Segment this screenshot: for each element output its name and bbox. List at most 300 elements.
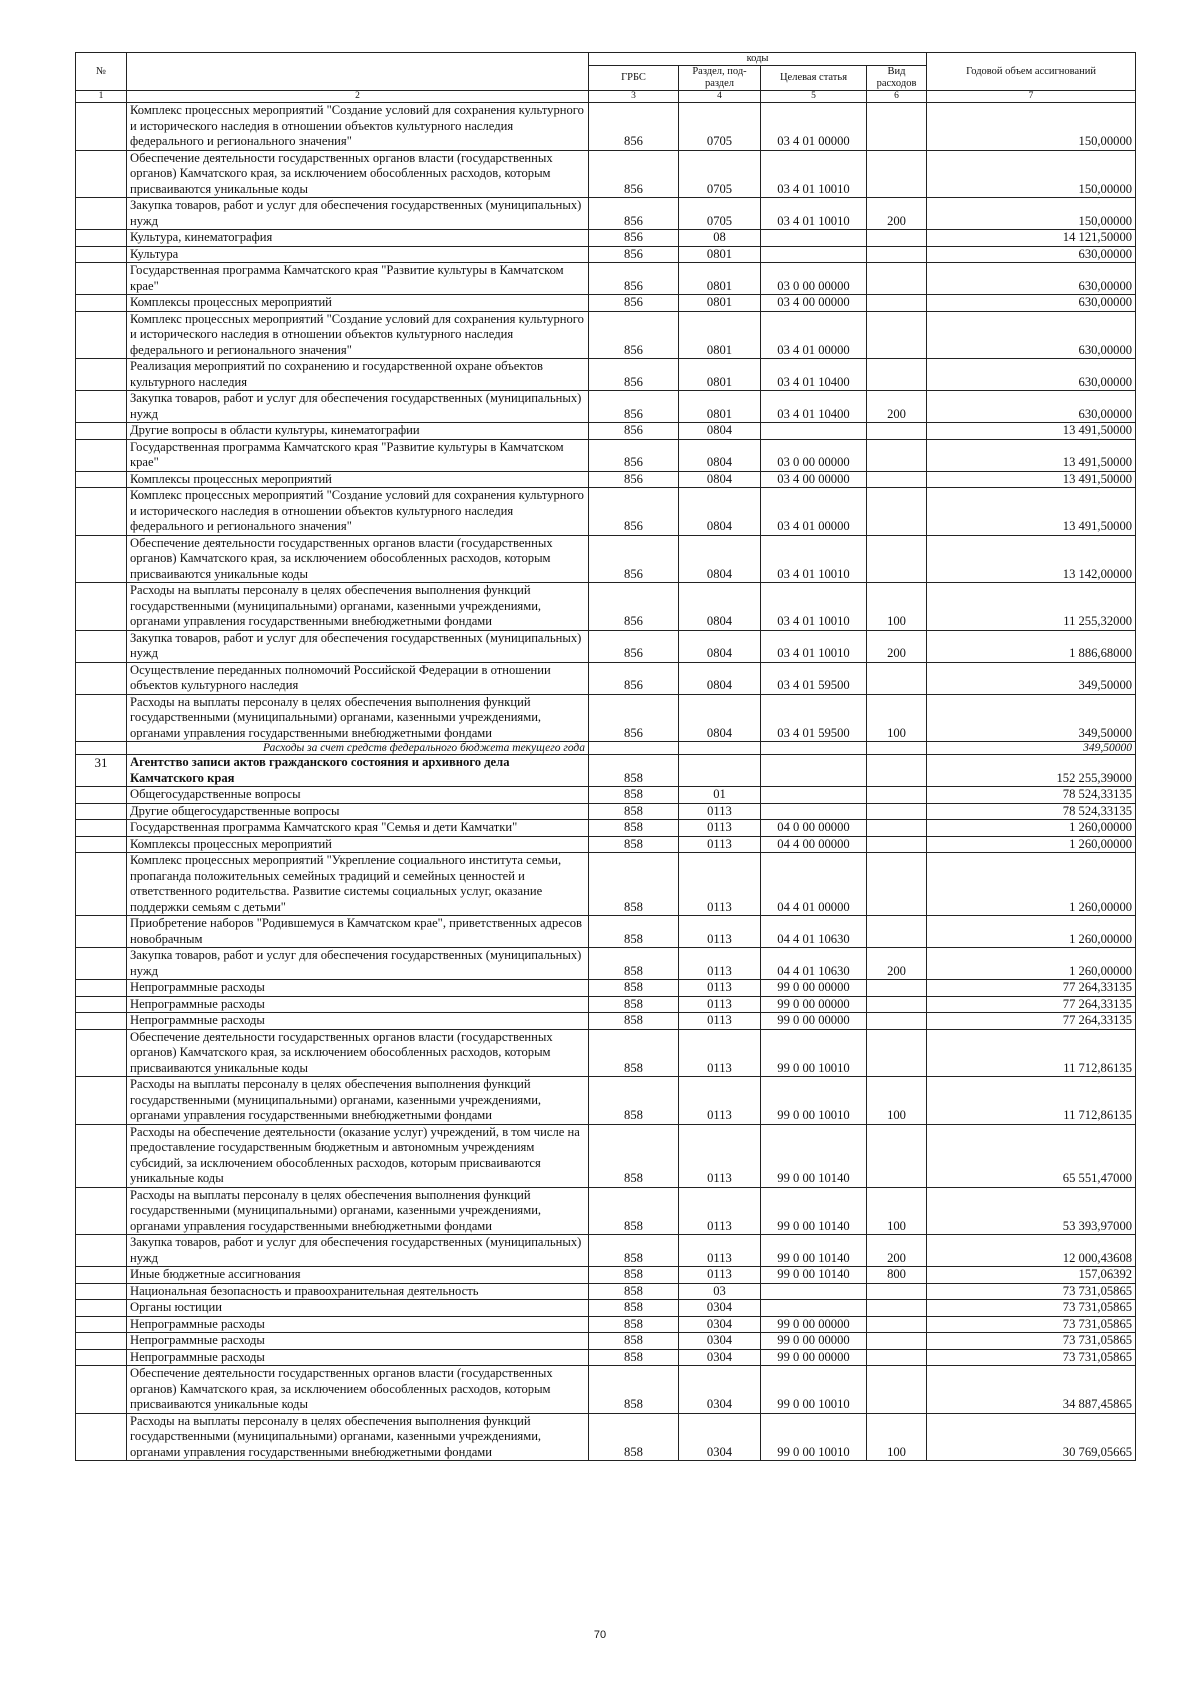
annual-amount: 1 886,68000	[927, 630, 1136, 662]
section-code	[679, 742, 761, 755]
expense-kind-code	[867, 1300, 927, 1317]
section-code: 0304	[679, 1333, 761, 1350]
annual-amount: 14 121,50000	[927, 230, 1136, 247]
column-number: 2	[127, 91, 589, 103]
row-number	[76, 150, 127, 198]
budget-item-name: Комплекс процессных мероприятий "Укрепление социального института семьи, пропаганда положительных семейных традиций и семейных ценностей и ответственного родительства. Развитие системы социальных услуг, оказание поддержки семьям с детьми"	[127, 853, 589, 916]
budget-item-name: Комплексы процессных мероприятий	[127, 471, 589, 488]
grbs-code: 856	[589, 391, 679, 423]
grbs-code: 856	[589, 359, 679, 391]
section-code: 0304	[679, 1300, 761, 1317]
grbs-code: 856	[589, 488, 679, 536]
grbs-code: 858	[589, 1300, 679, 1317]
section-code: 0801	[679, 263, 761, 295]
expense-kind-code	[867, 916, 927, 948]
expense-kind-code	[867, 295, 927, 312]
grbs-code: 856	[589, 295, 679, 312]
table-row	[76, 980, 1136, 997]
budget-item-name: Комплекс процессных мероприятий "Создание условий для сохранения культурного и исторического наследия в отношении объектов культурного наследия федерального и регионального значения"	[127, 103, 589, 151]
column-number: 5	[761, 91, 867, 103]
section-code: 03	[679, 1283, 761, 1300]
annual-amount: 1 260,00000	[927, 836, 1136, 853]
table-row	[76, 103, 1136, 151]
section-code: 0705	[679, 198, 761, 230]
table-row	[76, 1300, 1136, 1317]
expense-kind-code	[867, 471, 927, 488]
budget-item-name: Непрограммные расходы	[127, 1349, 589, 1366]
target-article-code: 04 4 01 10630	[761, 916, 867, 948]
section-code: 0113	[679, 980, 761, 997]
target-article-code: 99 0 00 00000	[761, 980, 867, 997]
row-number	[76, 246, 127, 263]
budget-item-name: Закупка товаров, работ и услуг для обеспечения государственных (муниципальных) нужд	[127, 391, 589, 423]
budget-item-name: Иные бюджетные ассигнования	[127, 1267, 589, 1284]
row-number	[76, 471, 127, 488]
section-code: 0113	[679, 948, 761, 980]
annual-amount: 150,00000	[927, 103, 1136, 151]
annual-amount: 53 393,97000	[927, 1187, 1136, 1235]
budget-item-name: Обеспечение деятельности государственных органов власти (государственных органов) Камчатского края, за исключением обособленных расходов, которым присваиваются уникальные коды	[127, 1366, 589, 1414]
grbs-code: 858	[589, 803, 679, 820]
annual-amount: 630,00000	[927, 359, 1136, 391]
annual-amount: 73 731,05865	[927, 1300, 1136, 1317]
grbs-code: 858	[589, 836, 679, 853]
section-code: 0801	[679, 246, 761, 263]
target-article-code: 04 4 01 10630	[761, 948, 867, 980]
target-article-code	[761, 755, 867, 787]
grbs-code: 858	[589, 1124, 679, 1187]
row-number	[76, 980, 127, 997]
row-number	[76, 916, 127, 948]
header-grbs: ГРБС	[589, 66, 679, 91]
annual-amount: 630,00000	[927, 391, 1136, 423]
table-row	[76, 1366, 1136, 1414]
target-article-code: 99 0 00 10140	[761, 1124, 867, 1187]
budget-item-name: Комплексы процессных мероприятий	[127, 295, 589, 312]
target-article-code: 99 0 00 10140	[761, 1235, 867, 1267]
expense-kind-code	[867, 246, 927, 263]
budget-item-name: Расходы на выплаты персоналу в целях обеспечения выполнения функций государственными (муниципальными) органами, казенными учреждениями, органами управления государственными внебюджетными фондами	[127, 1077, 589, 1125]
annual-amount: 150,00000	[927, 198, 1136, 230]
annual-amount: 157,06392	[927, 1267, 1136, 1284]
section-code: 0801	[679, 359, 761, 391]
annual-amount: 30 769,05665	[927, 1413, 1136, 1461]
table-row	[76, 948, 1136, 980]
table-row	[76, 694, 1136, 742]
table-row	[76, 787, 1136, 804]
table-row	[76, 853, 1136, 916]
expense-kind-code	[867, 1316, 927, 1333]
section-code: 0113	[679, 996, 761, 1013]
expense-kind-code	[867, 263, 927, 295]
expense-kind-code	[867, 230, 927, 247]
target-article-code: 99 0 00 00000	[761, 1333, 867, 1350]
budget-item-name: Обеспечение деятельности государственных органов власти (государственных органов) Камчатского края, за исключением обособленных расходов, которым присваиваются уникальные коды	[127, 535, 589, 583]
grbs-code: 856	[589, 535, 679, 583]
table-row	[76, 755, 1136, 787]
expense-kind-code	[867, 1013, 927, 1030]
grbs-code: 858	[589, 1349, 679, 1366]
target-article-code	[761, 1300, 867, 1317]
table-row	[76, 150, 1136, 198]
section-code: 0113	[679, 820, 761, 837]
table-row	[76, 359, 1136, 391]
budget-item-name: Расходы на выплаты персоналу в целях обеспечения выполнения функций государственными (муниципальными) органами, казенными учреждениями, органами управления государственными внебюджетными фондами	[127, 1413, 589, 1461]
expense-kind-code	[867, 311, 927, 359]
target-article-code: 03 4 01 10010	[761, 583, 867, 631]
annual-amount: 77 264,33135	[927, 980, 1136, 997]
grbs-code: 858	[589, 1029, 679, 1077]
grbs-code: 856	[589, 263, 679, 295]
column-number: 6	[867, 91, 927, 103]
grbs-code: 858	[589, 996, 679, 1013]
expense-kind-code	[867, 1124, 927, 1187]
budget-item-name: Непрограммные расходы	[127, 980, 589, 997]
grbs-code: 858	[589, 1187, 679, 1235]
budget-item-name: Закупка товаров, работ и услуг для обеспечения государственных (муниципальных) нужд	[127, 948, 589, 980]
annual-amount: 630,00000	[927, 263, 1136, 295]
expense-kind-code	[867, 1366, 927, 1414]
section-code: 0804	[679, 423, 761, 440]
expense-kind-code	[867, 742, 927, 755]
table-row	[76, 803, 1136, 820]
table-row	[76, 1187, 1136, 1235]
section-code: 0804	[679, 583, 761, 631]
grbs-code: 858	[589, 787, 679, 804]
column-number: 7	[927, 91, 1136, 103]
table-row	[76, 916, 1136, 948]
row-number	[76, 1267, 127, 1284]
annual-amount: 65 551,47000	[927, 1124, 1136, 1187]
budget-item-name: Культура	[127, 246, 589, 263]
section-code: 0113	[679, 836, 761, 853]
section-code: 0113	[679, 1124, 761, 1187]
section-code	[679, 755, 761, 787]
column-number-row	[76, 91, 1136, 103]
grbs-code: 858	[589, 948, 679, 980]
target-article-code: 04 4 01 00000	[761, 853, 867, 916]
section-code: 0113	[679, 1029, 761, 1077]
budget-item-name: Обеспечение деятельности государственных органов власти (государственных органов) Камчатского края, за исключением обособленных расходов, которым присваиваются уникальные коды	[127, 1029, 589, 1077]
expense-kind-code	[867, 488, 927, 536]
row-number	[76, 1349, 127, 1366]
table-row	[76, 1283, 1136, 1300]
target-article-code: 03 4 01 00000	[761, 311, 867, 359]
section-code: 0801	[679, 295, 761, 312]
annual-amount: 13 491,50000	[927, 423, 1136, 440]
row-number	[76, 694, 127, 742]
header-target: Целевая статья	[761, 66, 867, 91]
budget-item-name: Непрограммные расходы	[127, 1013, 589, 1030]
target-article-code: 04 0 00 00000	[761, 820, 867, 837]
table-row	[76, 391, 1136, 423]
grbs-code: 856	[589, 471, 679, 488]
budget-item-name: Агентство записи актов гражданского состояния и архивного дела Камчатского края	[127, 755, 589, 787]
budget-item-name: Комплексы процессных мероприятий	[127, 836, 589, 853]
table-row	[76, 1235, 1136, 1267]
target-article-code	[761, 803, 867, 820]
target-article-code: 99 0 00 00000	[761, 1316, 867, 1333]
target-article-code: 99 0 00 00000	[761, 1013, 867, 1030]
table-row	[76, 1013, 1136, 1030]
table-row	[76, 1333, 1136, 1350]
target-article-code	[761, 1283, 867, 1300]
section-code: 01	[679, 787, 761, 804]
table-row	[76, 662, 1136, 694]
budget-item-name: Непрограммные расходы	[127, 1333, 589, 1350]
section-code: 0113	[679, 916, 761, 948]
annual-amount: 73 731,05865	[927, 1316, 1136, 1333]
row-number	[76, 836, 127, 853]
target-article-code: 03 4 00 00000	[761, 295, 867, 312]
row-number	[76, 742, 127, 755]
row-number	[76, 1283, 127, 1300]
annual-amount: 1 260,00000	[927, 820, 1136, 837]
row-number	[76, 996, 127, 1013]
row-number	[76, 311, 127, 359]
expense-kind-code	[867, 1283, 927, 1300]
row-number	[76, 1124, 127, 1187]
expense-kind-code	[867, 980, 927, 997]
row-number	[76, 583, 127, 631]
expense-kind-code: 100	[867, 694, 927, 742]
target-article-code: 03 4 01 10010	[761, 150, 867, 198]
grbs-code: 858	[589, 1333, 679, 1350]
annual-amount: 13 491,50000	[927, 488, 1136, 536]
annual-amount: 630,00000	[927, 295, 1136, 312]
expense-kind-code	[867, 820, 927, 837]
header-num: №	[76, 53, 127, 91]
expense-kind-code	[867, 535, 927, 583]
expense-kind-code: 200	[867, 198, 927, 230]
row-number	[76, 1077, 127, 1125]
target-article-code: 03 4 01 10400	[761, 359, 867, 391]
target-article-code: 04 4 00 00000	[761, 836, 867, 853]
target-article-code	[761, 230, 867, 247]
target-article-code	[761, 423, 867, 440]
grbs-code: 856	[589, 583, 679, 631]
row-number	[76, 1316, 127, 1333]
expense-kind-code: 200	[867, 630, 927, 662]
section-code: 08	[679, 230, 761, 247]
expense-kind-code: 100	[867, 1187, 927, 1235]
row-number	[76, 439, 127, 471]
target-article-code: 03 4 00 00000	[761, 471, 867, 488]
grbs-code: 858	[589, 1267, 679, 1284]
annual-amount: 78 524,33135	[927, 803, 1136, 820]
header-kind: Вид расходов	[867, 66, 927, 91]
table-row	[76, 1413, 1136, 1461]
grbs-code	[589, 742, 679, 755]
expense-kind-code: 100	[867, 1413, 927, 1461]
row-number	[76, 1333, 127, 1350]
expense-kind-code	[867, 423, 927, 440]
section-code: 0113	[679, 1077, 761, 1125]
header-codes: коды	[589, 53, 927, 66]
row-number	[76, 630, 127, 662]
grbs-code: 856	[589, 439, 679, 471]
table-row	[76, 836, 1136, 853]
budget-item-name: Закупка товаров, работ и услуг для обеспечения государственных (муниципальных) нужд	[127, 1235, 589, 1267]
expense-kind-code	[867, 1029, 927, 1077]
target-article-code: 03 4 01 59500	[761, 662, 867, 694]
table-row	[76, 1029, 1136, 1077]
budget-item-name: Непрограммные расходы	[127, 996, 589, 1013]
table-row	[76, 423, 1136, 440]
target-article-code: 99 0 00 00000	[761, 1349, 867, 1366]
expense-kind-code	[867, 103, 927, 151]
grbs-code: 858	[589, 980, 679, 997]
table-row	[76, 263, 1136, 295]
target-article-code: 03 4 01 59500	[761, 694, 867, 742]
grbs-code: 856	[589, 230, 679, 247]
annual-amount: 73 731,05865	[927, 1283, 1136, 1300]
budget-item-name: Закупка товаров, работ и услуг для обеспечения государственных (муниципальных) нужд	[127, 198, 589, 230]
section-code: 0804	[679, 662, 761, 694]
row-number	[76, 820, 127, 837]
annual-amount: 13 142,00000	[927, 535, 1136, 583]
section-code: 0304	[679, 1413, 761, 1461]
expense-kind-code	[867, 996, 927, 1013]
column-number: 1	[76, 91, 127, 103]
expense-kind-code: 200	[867, 391, 927, 423]
annual-amount: 349,50000	[927, 662, 1136, 694]
expense-kind-code: 200	[867, 1235, 927, 1267]
annual-amount: 1 260,00000	[927, 853, 1136, 916]
table-row	[76, 535, 1136, 583]
table-row	[76, 630, 1136, 662]
target-article-code: 99 0 00 10010	[761, 1366, 867, 1414]
section-code: 0801	[679, 311, 761, 359]
budget-item-name: Закупка товаров, работ и услуг для обеспечения государственных (муниципальных) нужд	[127, 630, 589, 662]
grbs-code: 856	[589, 150, 679, 198]
budget-item-name: Непрограммные расходы	[127, 1316, 589, 1333]
annual-amount: 349,50000	[927, 742, 1136, 755]
grbs-code: 856	[589, 246, 679, 263]
budget-item-name: Комплекс процессных мероприятий "Создание условий для сохранения культурного и исторического наследия в отношении объектов культурного наследия федерального и регионального значения"	[127, 488, 589, 536]
section-code: 0304	[679, 1366, 761, 1414]
section-code: 0113	[679, 1267, 761, 1284]
target-article-code: 99 0 00 10010	[761, 1413, 867, 1461]
section-code: 0804	[679, 488, 761, 536]
table-row	[76, 1077, 1136, 1125]
row-number	[76, 295, 127, 312]
annual-amount: 77 264,33135	[927, 1013, 1136, 1030]
expense-kind-code	[867, 1349, 927, 1366]
row-number	[76, 1366, 127, 1414]
annual-amount: 1 260,00000	[927, 916, 1136, 948]
table-row	[76, 488, 1136, 536]
row-number	[76, 662, 127, 694]
table-row	[76, 471, 1136, 488]
budget-item-name: Реализация мероприятий по сохранению и государственной охране объектов культурного наследия	[127, 359, 589, 391]
annual-amount: 73 731,05865	[927, 1333, 1136, 1350]
target-article-code: 03 4 01 10010	[761, 630, 867, 662]
row-number	[76, 1300, 127, 1317]
budget-item-name: Государственная программа Камчатского края "Развитие культуры в Камчатском крае"	[127, 439, 589, 471]
target-article-code: 99 0 00 10140	[761, 1187, 867, 1235]
page-number: 70	[593, 1629, 607, 1641]
target-article-code: 03 4 01 10400	[761, 391, 867, 423]
row-number	[76, 1013, 127, 1030]
target-article-code: 99 0 00 10010	[761, 1029, 867, 1077]
row-number	[76, 803, 127, 820]
budget-item-name: Государственная программа Камчатского края "Развитие культуры в Камчатском крае"	[127, 263, 589, 295]
annual-amount: 150,00000	[927, 150, 1136, 198]
header-name	[127, 53, 589, 91]
grbs-code: 858	[589, 1316, 679, 1333]
row-number	[76, 359, 127, 391]
grbs-code: 858	[589, 755, 679, 787]
grbs-code: 858	[589, 820, 679, 837]
budget-item-name: Обеспечение деятельности государственных органов власти (государственных органов) Камчатского края, за исключением обособленных расходов, которым присваиваются уникальные коды	[127, 150, 589, 198]
section-code: 0304	[679, 1349, 761, 1366]
row-number: 31	[76, 755, 127, 787]
grbs-code: 858	[589, 1366, 679, 1414]
section-code: 0304	[679, 1316, 761, 1333]
annual-amount: 11 712,86135	[927, 1029, 1136, 1077]
section-code: 0113	[679, 1013, 761, 1030]
table-row	[76, 246, 1136, 263]
grbs-code: 856	[589, 198, 679, 230]
target-article-code: 03 0 00 00000	[761, 439, 867, 471]
section-code: 0804	[679, 439, 761, 471]
budget-item-name: Приобретение наборов "Родившемуся в Камчатском крае", приветственных адресов новобрачным	[127, 916, 589, 948]
table-row	[76, 230, 1136, 247]
grbs-code: 856	[589, 694, 679, 742]
budget-item-name: Другие общегосударственные вопросы	[127, 803, 589, 820]
row-number	[76, 853, 127, 916]
expense-kind-code: 800	[867, 1267, 927, 1284]
annual-amount: 349,50000	[927, 694, 1136, 742]
note-row	[76, 742, 1136, 755]
annual-amount: 630,00000	[927, 246, 1136, 263]
table-row	[76, 1316, 1136, 1333]
budget-item-name: Общегосударственные вопросы	[127, 787, 589, 804]
section-code: 0804	[679, 535, 761, 583]
table-row	[76, 439, 1136, 471]
section-code: 0113	[679, 853, 761, 916]
table-row	[76, 1349, 1136, 1366]
section-code: 0113	[679, 1235, 761, 1267]
annual-amount: 1 260,00000	[927, 948, 1136, 980]
section-code: 0804	[679, 630, 761, 662]
row-number	[76, 423, 127, 440]
annual-amount: 152 255,39000	[927, 755, 1136, 787]
budget-item-name: Расходы на выплаты персоналу в целях обеспечения выполнения функций государственными (муниципальными) органами, казенными учреждениями, органами управления государственными внебюджетными фондами	[127, 694, 589, 742]
expense-kind-code	[867, 836, 927, 853]
budget-item-name: Культура, кинематография	[127, 230, 589, 247]
target-article-code: 99 0 00 10010	[761, 1077, 867, 1125]
row-number	[76, 787, 127, 804]
row-number	[76, 1235, 127, 1267]
annual-amount: 11 712,86135	[927, 1077, 1136, 1125]
table-row	[76, 1267, 1136, 1284]
column-number: 4	[679, 91, 761, 103]
grbs-code: 858	[589, 1413, 679, 1461]
row-number	[76, 1413, 127, 1461]
grbs-code: 856	[589, 630, 679, 662]
budget-item-name: Другие вопросы в области культуры, кинематографии	[127, 423, 589, 440]
expense-kind-code	[867, 439, 927, 471]
row-number	[76, 198, 127, 230]
budget-item-name: Национальная безопасность и правоохранительная деятельность	[127, 1283, 589, 1300]
row-number	[76, 1029, 127, 1077]
expense-kind-code	[867, 1333, 927, 1350]
grbs-code: 856	[589, 311, 679, 359]
section-code: 0804	[679, 471, 761, 488]
section-code: 0705	[679, 103, 761, 151]
